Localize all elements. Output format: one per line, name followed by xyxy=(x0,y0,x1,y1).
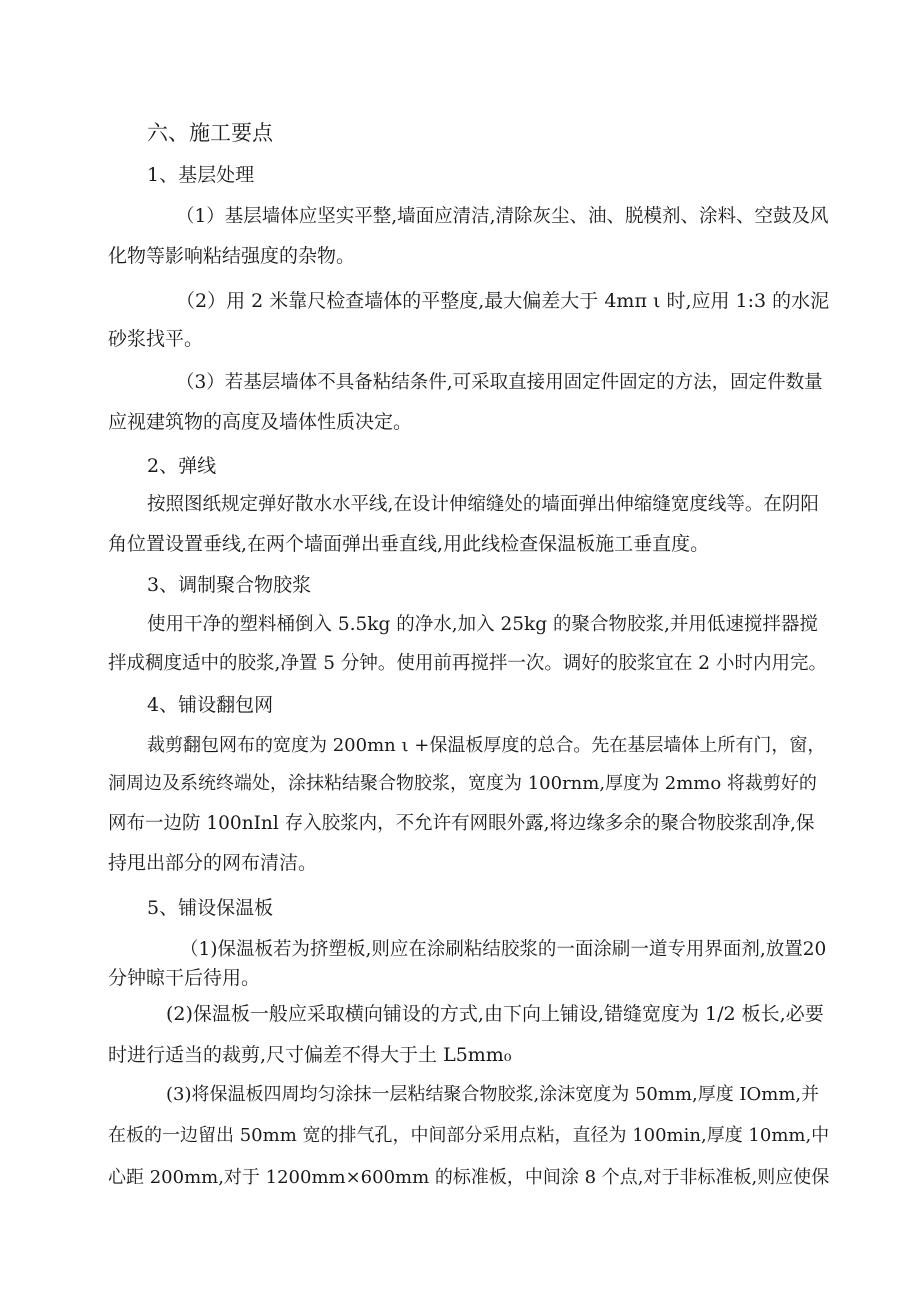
heading-wrap-mesh: 4、铺设翻包网 xyxy=(147,694,274,716)
paragraph-line: 心距 200mm,对于 1200mm×600mm 的标准板，中间涂 8 个点,对于非标准板,则应使保 xyxy=(108,1167,830,1188)
paragraph-line: 持甩出部分的网布清洁。 xyxy=(108,852,318,874)
paragraph-line: 分钟晾干后待用。 xyxy=(108,967,261,989)
paragraph-line: （1）基层墙体应坚实平整,墙面应清洁,清除灰尘、油、脱模剂、涂料、空鼓及风 xyxy=(176,206,829,227)
paragraph-line: 裁剪翻包网布的宽度为 200mn ι +保温板厚度的总合。先在基层墙体上所有门，窗， xyxy=(147,735,826,756)
section-title: 六、施工要点 xyxy=(147,121,273,145)
paragraph-line: 拌成稠度适中的胶浆,净置 5 分钟。使用前再搅拌一次。调好的胶浆宜在 2 小时内用完。 xyxy=(108,653,827,674)
heading-polymer-mortar: 3、调制聚合物胶浆 xyxy=(147,574,312,596)
heading-insulation-board: 5、铺设保温板 xyxy=(147,897,274,919)
paragraph-line: 应视建筑物的高度及墙体性质决定。 xyxy=(108,411,413,433)
paragraph-line: 使用干净的塑料桶倒入 5.5kg 的净水,加入 25kg 的聚合物胶浆,并用低速搅拌器搅 xyxy=(147,614,818,635)
paragraph-line: 砂浆找平。 xyxy=(108,328,204,350)
heading-base-treatment: 1、基层处理 xyxy=(147,164,255,186)
paragraph-line: (3)将保温板四周均匀涂抹一层粘结聚合物胶浆,涂沫宽度为 50mm,厚度 IOmm,并 xyxy=(166,1084,820,1105)
paragraph-line: (2)保温板一般应采取横向铺设的方式,由下向上铺设,错缝宽度为 1/2 板长,必要 xyxy=(166,1003,824,1025)
paragraph-line: 化物等影响粘结强度的杂物。 xyxy=(108,245,356,267)
paragraph-line: （2）用 2 米靠尺检查墙体的平整度,最大偏差大于 4mπ ι 时,应用 1:3 的水泥 xyxy=(176,290,830,312)
paragraph-line: （1)保温板若为挤塑板,则应在涂刷粘结胶浆的一面涂刷一道专用界面剂,放置20 xyxy=(180,939,827,960)
paragraph-line: 洞周边及系统终端处，涂抹粘结聚合物胶浆，宽度为 100rnm,厚度为 2mmo 将裁剪好的 xyxy=(108,773,817,794)
paragraph-line: 在板的一边留出 50mm 宽的排气孔，中间部分采用点粘，直径为 100min,厚度 10mm,中 xyxy=(108,1125,830,1146)
heading-line-marking: 2、弹线 xyxy=(147,455,217,477)
paragraph-line: 时进行适当的裁剪,尺寸偏差不得大于土 L5mm₀ xyxy=(108,1044,512,1066)
paragraph-line: 网布一边防 100nInl 存入胶浆内，不允许有网眼外露,将边缘多余的聚合物胶浆刮净,保 xyxy=(108,813,815,834)
paragraph-line: （3）若基层墙体不具备粘结条件,可采取直接用固定件固定的方法，固定件数量 xyxy=(176,372,823,393)
paragraph-line: 按照图纸规定弹好散水水平线,在设计伸缩缝处的墙面弹出伸缩缝宽度线等。在阴阳 xyxy=(147,494,819,515)
paragraph-line: 角位置设置垂线,在两个墙面弹出垂直线,用此线检查保温板施工垂直度。 xyxy=(108,533,710,555)
